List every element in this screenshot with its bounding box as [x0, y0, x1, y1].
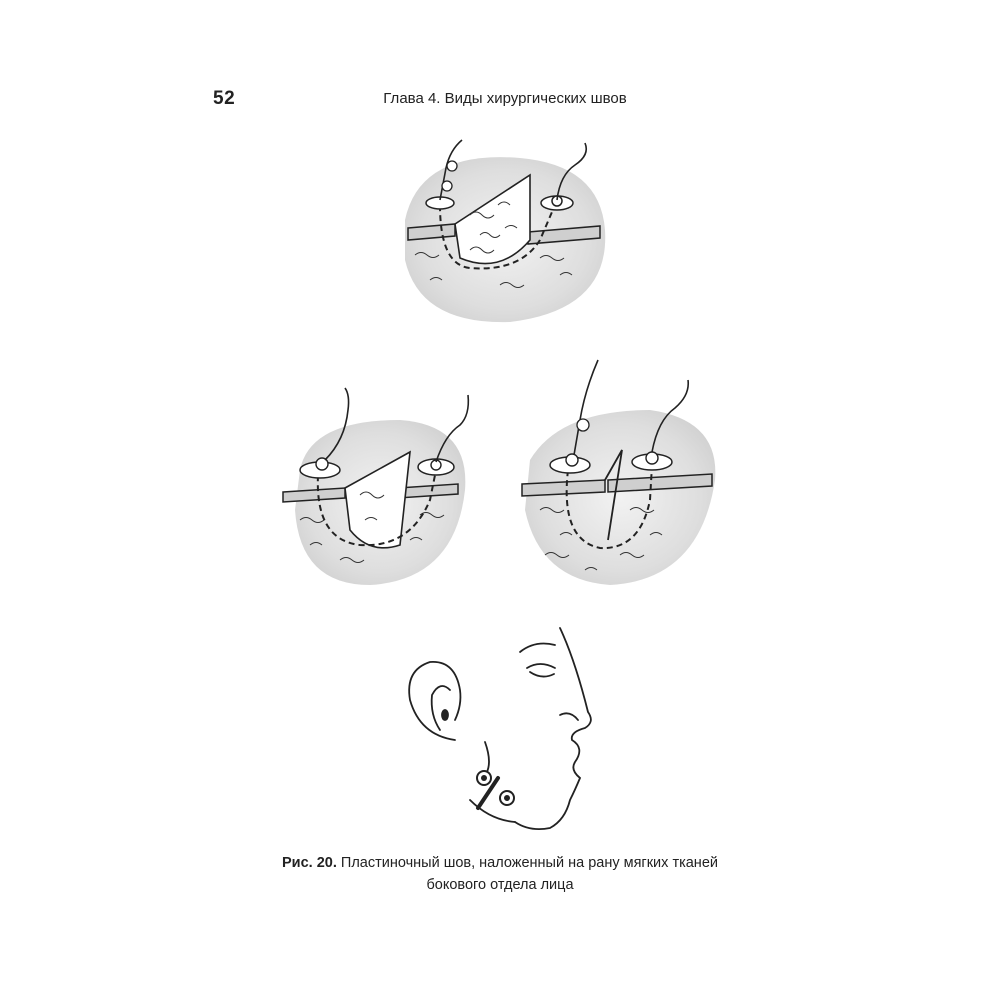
face-wound	[477, 771, 514, 808]
diagram-top	[405, 140, 605, 322]
caption-text-line1: Пластиночный шов, наложенный на рану мягких тканей	[340, 855, 718, 871]
page-number: 52	[213, 88, 236, 109]
diagram-middle-left	[283, 388, 468, 585]
diagram-middle-right	[522, 360, 715, 585]
figure-caption	[240, 852, 760, 896]
caption-label: Рис. 20.	[282, 855, 337, 871]
running-header: Глава 4. Виды хирургических швов	[383, 90, 627, 107]
caption-text-line2: бокового отдела лица	[426, 877, 574, 893]
